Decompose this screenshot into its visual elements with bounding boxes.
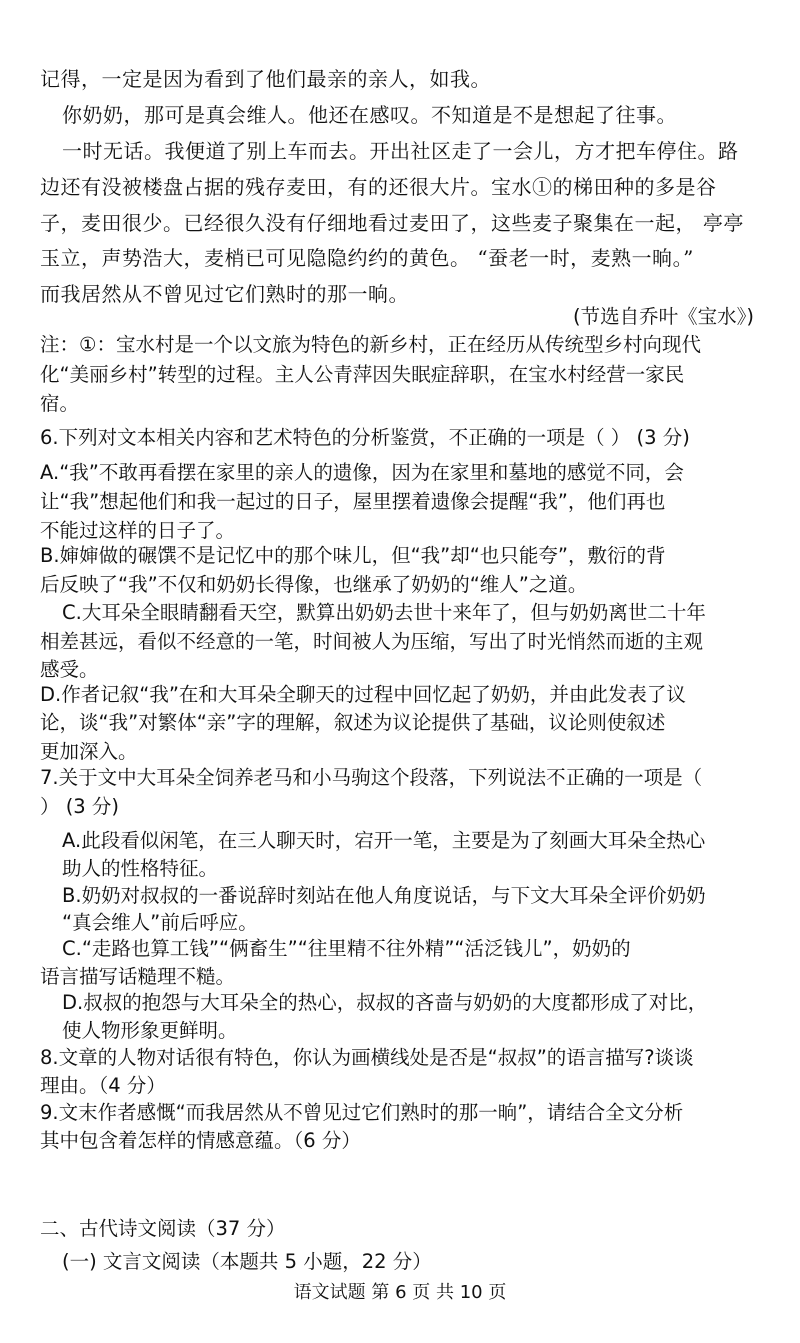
q6-option-line: A.“我”不敢再看摆在家里的亲人的遗像，因为在家里和墓地的感觉不同，会 (40, 461, 684, 484)
q7-option-line: 使人物形象更鲜明。 (62, 1019, 238, 1042)
subsection-heading: (一) 文言文阅读（本题共 5 小题，22 分） (62, 1250, 432, 1273)
q7-option-line: 语言描写话糙理不糙。 (40, 965, 236, 988)
question-9: 9.文末作者感慨“而我居然从不曾见过它们熟时的那一晌”，请结合全文分析 (40, 1101, 684, 1124)
story-line: 子，麦田很少。已经很久没有仔细地看过麦田了，这些麦子聚集在一起， 亭亭 (40, 211, 744, 235)
q6-option-line: 相差甚远，看似不经意的一笔，时间被人为压缩，写出了时光悄然而逝的主观 (40, 630, 704, 653)
q6-option-line: 让“我”想起他们和我一起过的日子，屋里摆着遗像会提醒“我”，他们再也 (40, 490, 666, 513)
q7-option-line: “真会维人”前后呼应。 (62, 911, 258, 934)
q7-option-line: A.此段看似闲笔，在三人聊天时，宕开一笔，主要是为了刻画大耳朵全热心 (62, 829, 706, 852)
note-line: 宿。 (40, 392, 80, 415)
q6-option-line: 感受。 (40, 658, 99, 681)
story-line: 玉立，声势浩大，麦梢已可见隐隐约约的黄色。 “蚕老一时，麦熟一晌。” (40, 246, 694, 270)
story-line: 边还有没被楼盘占据的残存麦田，有的还很大片。宝水①的梯田种的多是谷 (40, 175, 717, 199)
q6-option-line: 不能过这样的日子了。 (40, 519, 236, 542)
q6-option-line: C.大耳朵全眼睛翻看天空，默算出奶奶去世十来年了，但与奶奶离世二十年 (62, 601, 706, 624)
question-7-stem: ） (3 分) (40, 795, 120, 818)
question-9: 其中包含着怎样的情感意蕴。（6 分） (40, 1129, 361, 1152)
story-line: 而我居然从不曾见过它们熟时的那一晌。 (40, 282, 409, 306)
story-line: 记得，一定是因为看到了他们最亲的亲人，如我。 (40, 67, 491, 91)
q6-option-line: 后反映了“我”不仅和奶奶长得像，也继承了奶奶的“维人”之道。 (40, 573, 588, 596)
source-citation: (节选自乔叶《宝水》) (573, 305, 754, 328)
question-8: 8.文章的人物对话很有特色，你认为画横线处是否是“叔叔”的语言描写?谈谈 (40, 1046, 694, 1069)
question-8: 理由。（4 分） (40, 1074, 166, 1097)
question-7-stem: 7.关于文中大耳朵全饲养老马和小马驹这个段落，下列说法不正确的一项是（ (40, 766, 703, 789)
q6-option-line: B.婶婶做的碾馔不是记忆中的那个味儿，但“我”却“也只能夸”，敷衍的背 (40, 544, 666, 567)
q7-option-line: D.叔叔的抱怨与大耳朵全的热心，叔叔的吝啬与奶奶的大度都形成了对比， (62, 991, 708, 1014)
q7-option-line: 助人的性格特征。 (62, 857, 219, 880)
q7-option-line: B.奶奶对叔叔的一番说辞时刻站在他人角度说话，与下文大耳朵全评价奶奶 (62, 884, 706, 907)
note-line: 注：①：宝水村是一个以文旅为特色的新乡村，正在经历从传统型乡村向现代 (40, 333, 701, 356)
page-footer: 语文试题 第 6 页 共 10 页 (293, 1282, 507, 1303)
story-line: 一时无话。我便道了别上车而去。开出社区走了一会儿，方才把车停住。路 (62, 139, 739, 163)
story-line: 你奶奶，那可是真会维人。他还在感叹。不知道是不是想起了往事。 (62, 103, 677, 127)
q7-option-line: C.“走路也算工钱”“俩畜生”“往里精不往外精”“活泛钱儿”，奶奶的 (62, 937, 631, 960)
note-line: 化“美丽乡村”转型的过程。主人公青萍因失眠症辞职，在宝水村经营一家民 (40, 363, 685, 386)
section-heading: 二、古代诗文阅读（37 分） (40, 1217, 286, 1240)
q6-option-line: 更加深入。 (40, 740, 138, 763)
q6-option-line: 论，谈“我”对繁体“亲”字的理解，叙述为议论提供了基础，议论则使叙述 (40, 711, 666, 734)
q6-option-line: D.作者记叙“我”在和大耳朵全聊天的过程中回忆起了奶奶，并由此发表了议 (40, 683, 686, 706)
question-6-stem: 6.下列对文本相关内容和艺术特色的分析鉴赏，不正确的一项是（ ） (3 分) (40, 426, 690, 449)
